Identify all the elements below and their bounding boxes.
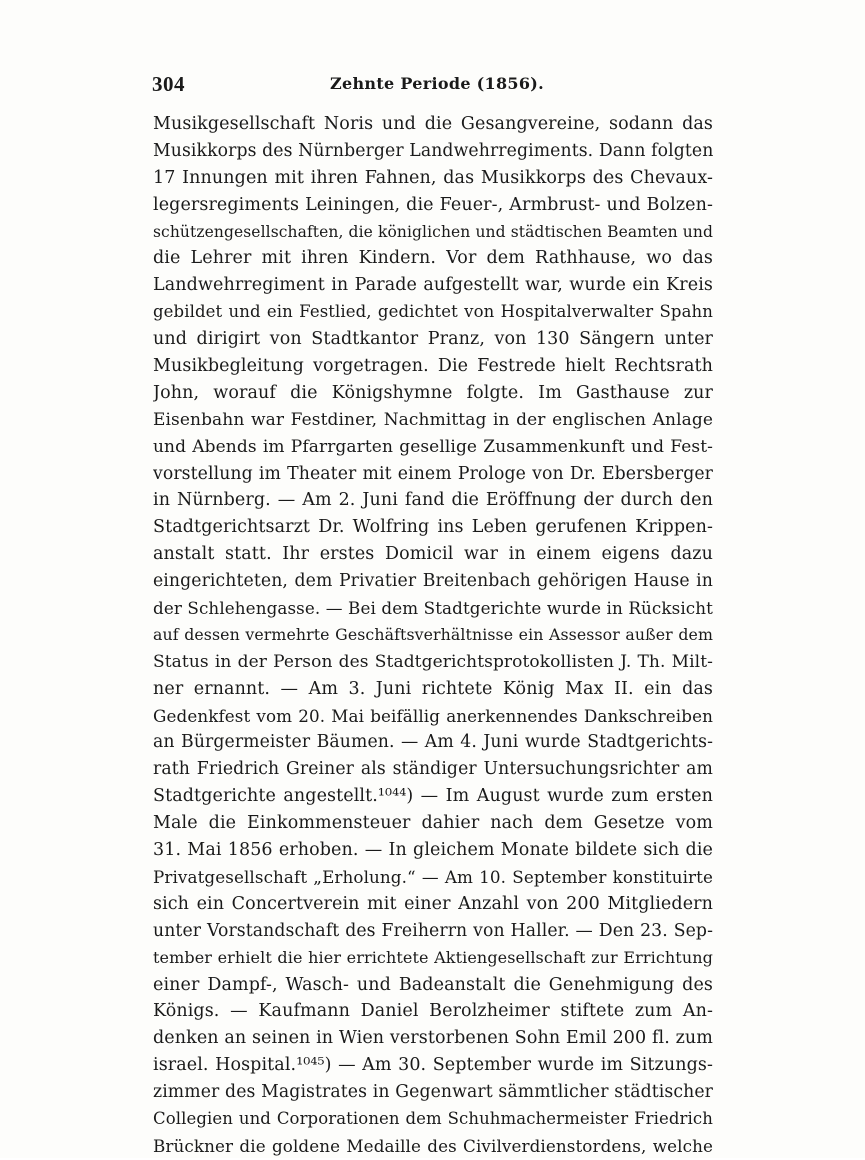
running-head: Zehnte Periode (1856). bbox=[330, 74, 545, 93]
text-line: der Schlehengasse. — Bei dem Stadtgerichte wurde in Rücksicht bbox=[153, 598, 713, 619]
text-line: Eisenbahn war Festdiner, Nachmittag in der englischen Anlage bbox=[153, 409, 713, 430]
text-line: eingerichteten, dem Privatier Breitenbach gehörigen Hause in bbox=[153, 571, 713, 592]
text-line: Male die Einkommensteuer dahier nach dem Gesetze vom bbox=[153, 813, 713, 834]
text-line: und Abends im Pfarrgarten gesellige Zusammenkunft und Fest- bbox=[153, 436, 713, 457]
text-line: 31. Mai 1856 erhoben. — In gleichem Monate bildete sich die bbox=[153, 840, 713, 861]
text-line: gebildet und ein Festlied, gedichtet von Hospitalverwalter Spahn bbox=[153, 302, 713, 322]
text-line: schützengesellschaften, die königlichen und städtischen Beamten und bbox=[153, 222, 713, 241]
text-line: Königs. — Kaufmann Daniel Berolzheimer stiftete zum An- bbox=[153, 1001, 713, 1022]
text-line: unter Vorstandschaft des Freiherrn von Haller. — Den 23. Sep- bbox=[153, 920, 713, 941]
page-header bbox=[150, 72, 710, 102]
text-line: an Bürgermeister Bäumen. — Am 4. Juni wurde Stadtgerichts- bbox=[153, 732, 713, 753]
text-line: tember erhielt die hier errichtete Aktiengesellschaft zur Errichtung bbox=[153, 947, 713, 967]
text-line: denken an seinen in Wien verstorbenen Sohn Emil 200 fl. zum bbox=[153, 1028, 713, 1049]
text-line: auf dessen vermehrte Geschäftsverhältnisse ein Assessor außer dem bbox=[153, 624, 713, 644]
text-line: Musikgesellschaft Noris und die Gesangvereine, sodann das bbox=[153, 114, 713, 134]
body-paragraph bbox=[153, 111, 713, 1160]
text-line: Collegien und Corporationen dem Schuhmachermeister Friedrich bbox=[153, 1108, 713, 1128]
text-line: die Lehrer mit ihren Kindern. Vor dem Rathhause, wo das bbox=[153, 248, 713, 269]
text-line: israel. Hospital.¹⁰⁴⁵) — Am 30. September wurde im Sitzungs- bbox=[153, 1055, 713, 1076]
text-line: 17 Innungen mit ihren Fahnen, das Musikkorps des Chevaux- bbox=[153, 167, 713, 188]
text-line: in Nürnberg. — Am 2. Juni fand die Eröffnung der durch den bbox=[153, 490, 713, 511]
text-line: Brückner die goldene Medaille des Civilverdienstordens, welche bbox=[153, 1135, 713, 1156]
text-line: Gedenkfest vom 20. Mai beifällig anerkennendes Dankschreiben bbox=[153, 705, 713, 726]
text-line: Stadtgerichte angestellt.¹⁰⁴⁴) — Im August wurde zum ersten bbox=[153, 786, 713, 807]
text-line: rath Friedrich Greiner als ständiger Untersuchungsrichter am bbox=[153, 759, 713, 780]
text-line: Musikkorps des Nürnberger Landwehrregiments. Dann folgten bbox=[153, 140, 713, 161]
text-line: legersregiments Leiningen, die Feuer-, Armbrust- und Bolzen- bbox=[153, 194, 713, 215]
text-line: anstalt statt. Ihr erstes Domicil war in einem eigens dazu bbox=[153, 544, 713, 565]
text-line: Status in der Person des Stadtgerichtsprotokollisten J. Th. Milt- bbox=[153, 651, 713, 672]
text-line: John, worauf die Königshymne folgte. Im Gasthause zur bbox=[153, 382, 713, 403]
text-line: vorstellung im Theater mit einem Prologe von Dr. Ebersberger bbox=[153, 463, 713, 484]
text-line: einer Dampf-, Wasch- und Badeanstalt die Genehmigung des bbox=[153, 974, 713, 995]
text-line: und dirigirt von Stadtkantor Pranz, von 130 Sängern unter bbox=[153, 329, 713, 350]
text-line: zimmer des Magistrates in Gegenwart sämmtlicher städtischer bbox=[153, 1082, 713, 1103]
text-line: Musikbegleitung vorgetragen. Die Festrede hielt Rechtsrath bbox=[153, 356, 713, 377]
page-number: 304 bbox=[152, 72, 185, 96]
text-line: Privatgesellschaft „Erholung.“ — Am 10. September konstituirte bbox=[153, 866, 713, 887]
text-line: Stadtgerichtsarzt Dr. Wolfring ins Leben gerufenen Krippen- bbox=[153, 517, 713, 538]
text-line: ner ernannt. — Am 3. Juni richtete König Max II. ein das bbox=[153, 678, 713, 699]
text-line: sich ein Concertverein mit einer Anzahl von 200 Mitgliedern bbox=[153, 893, 713, 914]
text-line: Landwehrregiment in Parade aufgestellt war, wurde ein Kreis bbox=[153, 275, 713, 296]
